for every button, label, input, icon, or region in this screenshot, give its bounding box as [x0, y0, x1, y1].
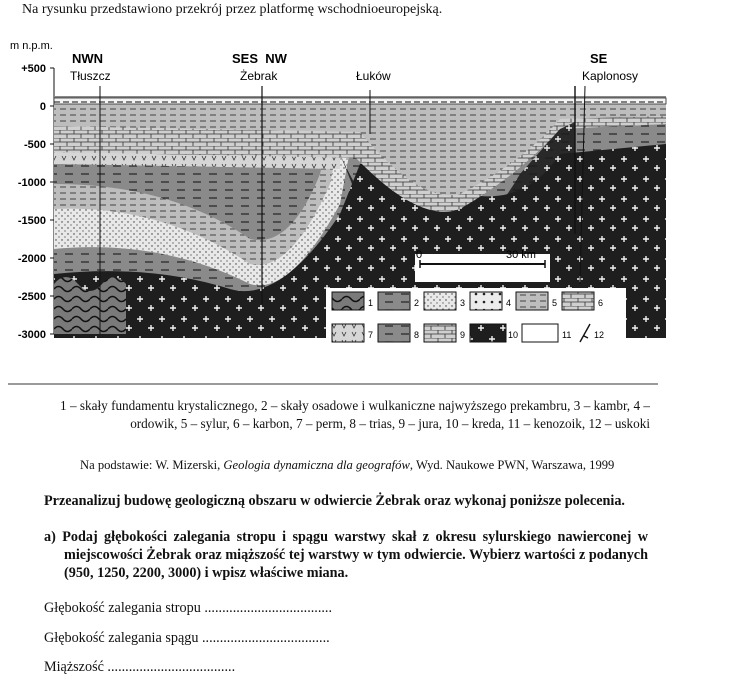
legend-num-10: 10 — [508, 330, 519, 340]
answer-strop[interactable]: Głębokość zalegania stropu .................................... — [44, 600, 333, 616]
depth-tick-label: -1500 — [17, 215, 46, 227]
direction-se: SE — [590, 51, 608, 66]
legend-num-7: 7 — [368, 330, 374, 340]
place-lukow: Łuków — [356, 69, 391, 83]
place-kaplonosy: Kaplonosy — [582, 69, 639, 83]
legend-text: 1 – skały fundamentu krystalicznego, 2 – skały osadowe i wulkaniczne najwyższego prekambru, 3 – kambr, 4 – ordowik, 5 – sylur, 6 – karbon, 7 – perm, 8 – trias, 9 – jura, 10 – kreda, 11 – kenozoik, 12 – uskoki — [60, 398, 650, 431]
cross-section-figure — [0, 34, 670, 374]
legend-num-9: 9 — [460, 330, 466, 340]
legend-num-3: 3 — [460, 298, 466, 308]
legend-num-2: 2 — [414, 298, 420, 308]
depth-tick-label: 0 — [39, 101, 46, 113]
axis-unit: m n.p.m. — [10, 40, 53, 52]
scale-start: 0 — [416, 249, 423, 261]
legend-num-6: 6 — [598, 298, 604, 308]
task-instruction: Przeanalizuj budowę geologiczną obszaru w odwiercie Żebrak oraz wykonaj poniższe polecenia. — [44, 493, 625, 509]
depth-tick-label: -500 — [23, 139, 46, 151]
source-prefix: Na podstawie: W. Mizerski, — [80, 458, 224, 472]
answer-spag[interactable]: Głębokość zalegania spągu .................................... — [44, 630, 330, 646]
depth-tick-label: -1000 — [17, 177, 46, 189]
legend-num-12: 12 — [594, 330, 605, 340]
source-suffix: , Wyd. Naukowe PWN, Warszawa, 1999 — [409, 458, 615, 472]
place-zebrak: Żebrak — [240, 69, 278, 83]
intro-text: Na rysunku przedstawiono przekrój przez platformę wschodnioeuropejską. — [22, 2, 443, 17]
legend-swatches — [326, 288, 626, 350]
legend-num-4: 4 — [506, 298, 512, 308]
task-item-a: a) Podaj głębokości zalegania stropu i spągu warstwy skał z okresu sylurskiego nawierconej w miejscowości Żebrak oraz miąższość tej warstwy w tym odwiercie. Wybierz wartości z podanych (950, 1250, 2200, 3000) i wpisz właściwe miana. — [44, 529, 648, 581]
direction-ses-nw: SES NW — [232, 51, 287, 66]
legend-num-5: 5 — [552, 298, 558, 308]
scale-end: 30 km — [506, 249, 536, 261]
depth-tick-label: -3000 — [17, 329, 46, 341]
place-tluszcz: Tłuszcz — [70, 69, 111, 83]
direction-nwn: NWN — [72, 51, 104, 66]
source-title: Geologia dynamiczna dla geografów — [223, 458, 410, 472]
source-citation — [80, 458, 614, 473]
depth-tick-label: +500 — [21, 63, 46, 75]
answer-miazszosc[interactable]: Miąższość .................................... — [44, 659, 236, 675]
legend-num-11: 11 — [562, 330, 572, 340]
legend-num-1: 1 — [368, 298, 374, 308]
legend-num-8: 8 — [414, 330, 420, 340]
divider — [8, 383, 658, 385]
depth-axis — [18, 63, 54, 341]
depth-tick-label: -2000 — [17, 253, 46, 265]
depth-tick-label: -2500 — [17, 291, 46, 303]
